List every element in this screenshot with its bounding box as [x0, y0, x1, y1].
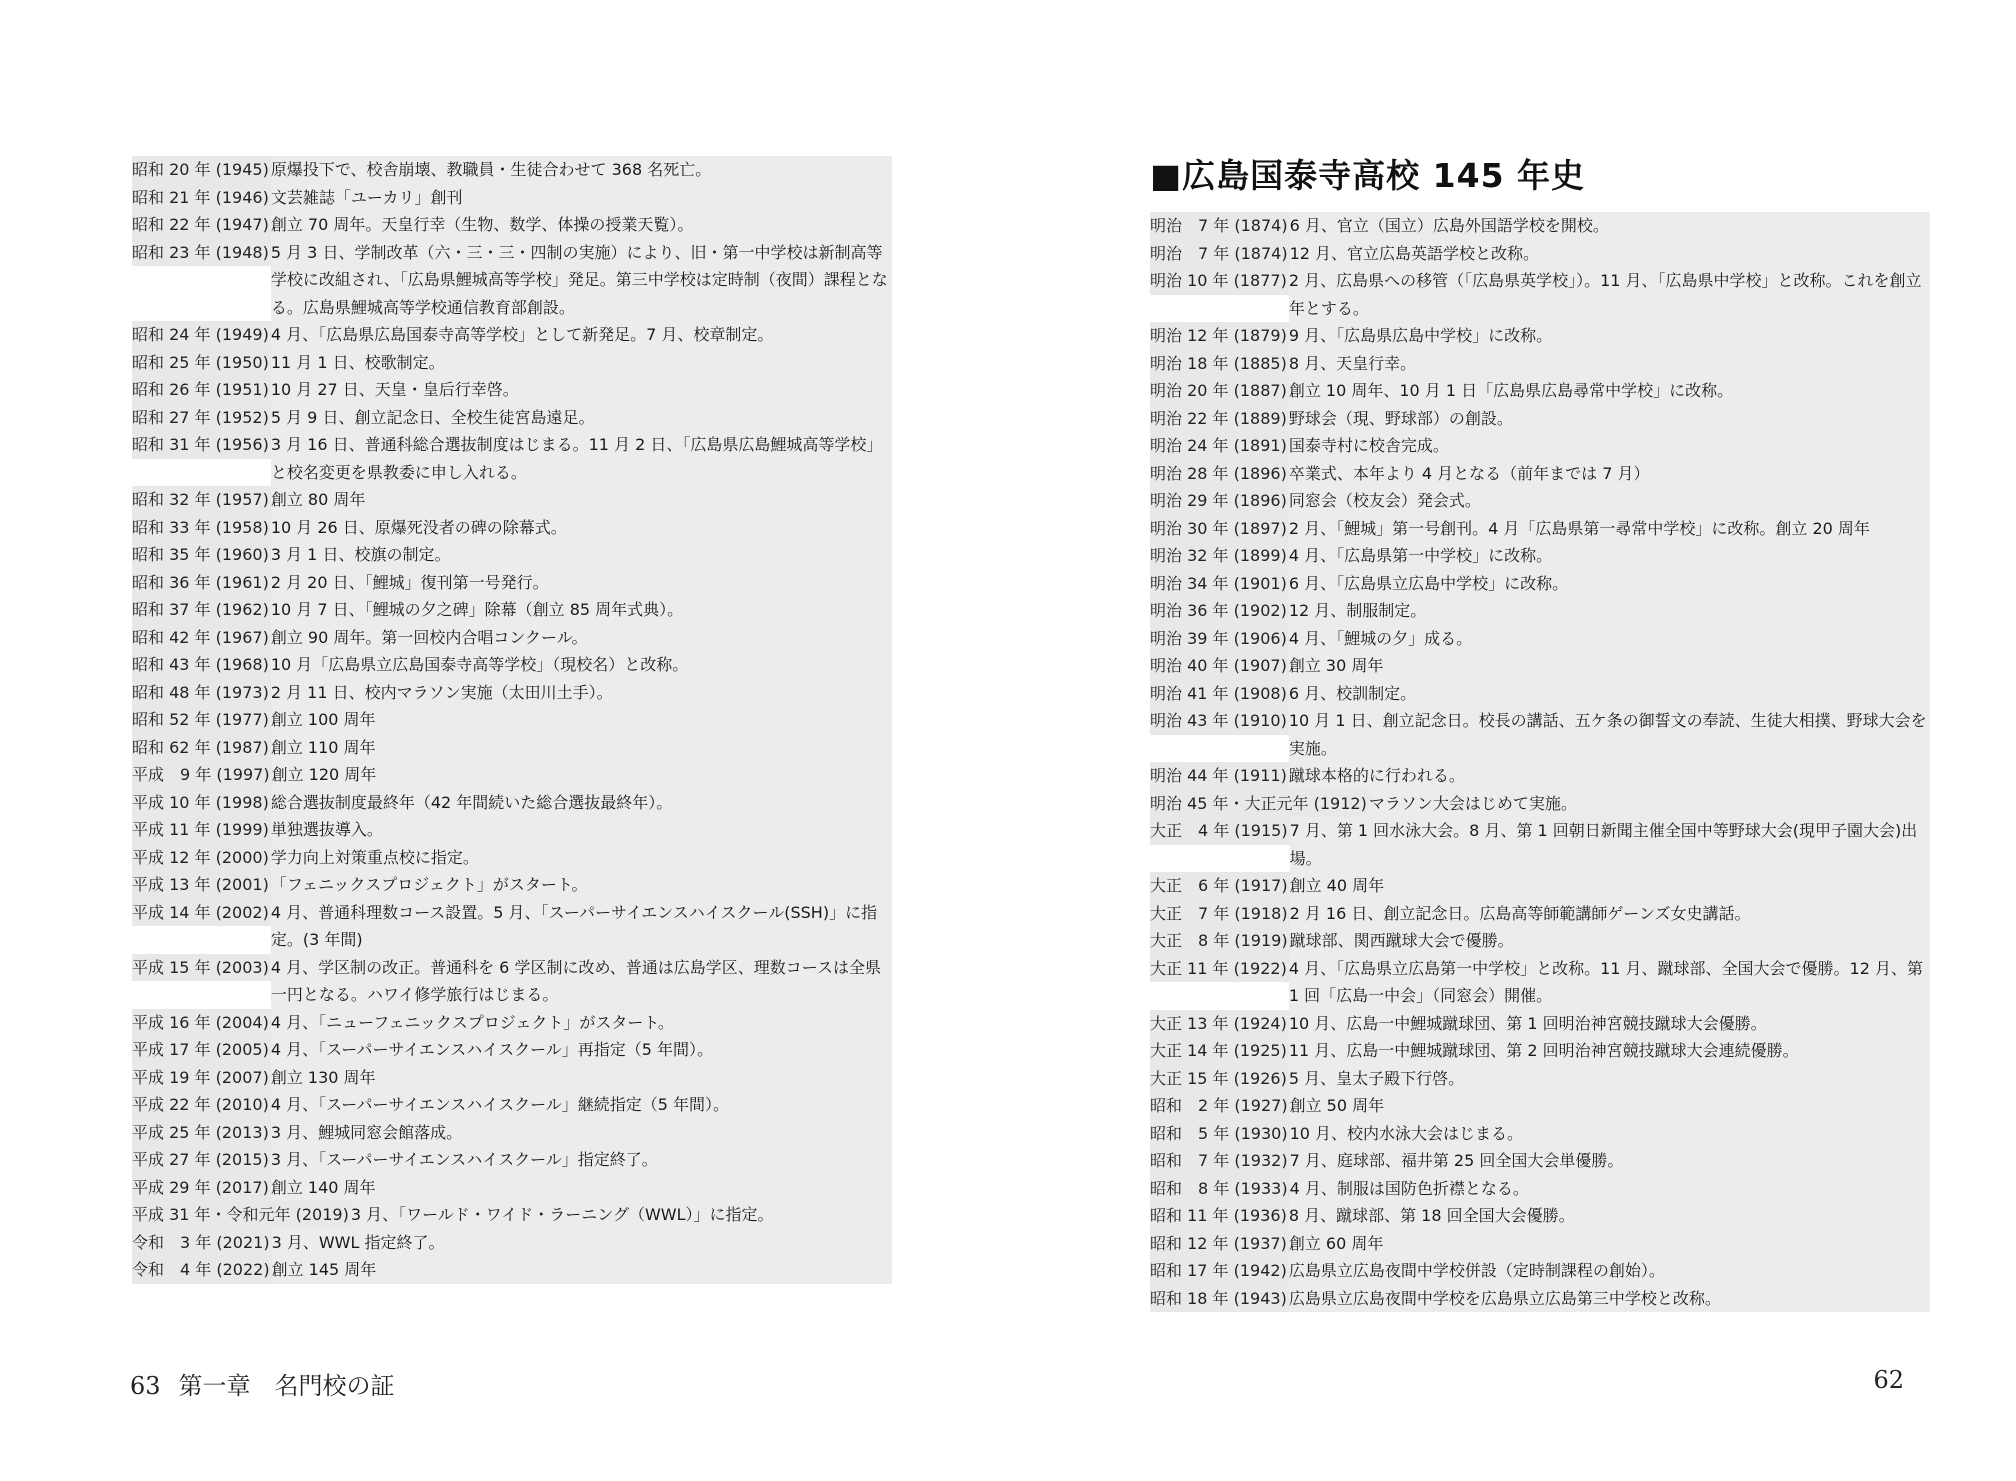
entry-event: 野球会（現、野球部）の創設。 — [1289, 405, 1930, 433]
entry-era: 明治 7 年 (1874) — [1150, 212, 1290, 240]
entry-event: 10 月 27 日、天皇・皇后行幸啓。 — [271, 376, 892, 404]
entry-event: 10 月、校内水泳大会はじまる。 — [1290, 1120, 1930, 1148]
entry-era: 平成 17 年 (2005) — [132, 1036, 271, 1064]
timeline-entry — [132, 1036, 892, 1064]
entry-event: 6 月、官立（国立）広島外国語学校を開校。 — [1290, 212, 1930, 240]
entry-event: 3 月、「スーパーサイエンスハイスクール」指定終了。 — [271, 1146, 892, 1174]
entry-era: 昭和 18 年 (1943) — [1150, 1285, 1289, 1313]
entry-era: 明治 30 年 (1897) — [1150, 515, 1289, 543]
timeline-entry — [132, 734, 892, 762]
entry-era: 平成 13 年 (2001) — [132, 871, 271, 899]
entry-event: 10 月 1 日、創立記念日。校長の講話、五ケ条の御誓文の奉読、生徒大相撲、野球大会を実施。 — [1289, 707, 1930, 762]
entry-era: 昭和 26 年 (1951) — [132, 376, 271, 404]
timeline-entry — [1150, 1147, 1930, 1175]
entry-event: 10 月「広島県立広島国泰寺高等学校」（現校名）と改称。 — [271, 651, 892, 679]
timeline-entry — [1150, 212, 1930, 240]
timeline-entry — [1150, 900, 1930, 928]
entry-event: 9 月、「広島県広島中学校」に改称。 — [1289, 322, 1930, 350]
entry-event: 創立 110 周年 — [271, 734, 892, 762]
entry-event: 6 月、「広島県立広島中学校」に改称。 — [1289, 570, 1930, 598]
page-footer-right — [1873, 1366, 1904, 1394]
entry-era: 昭和 21 年 (1946) — [132, 184, 271, 212]
timeline-entry — [1150, 927, 1930, 955]
entry-era: 平成 9 年 (1997) — [132, 761, 272, 789]
timeline-entry — [1150, 1202, 1930, 1230]
entry-event: 10 月 26 日、原爆死没者の碑の除幕式。 — [271, 514, 892, 542]
timeline-entry — [132, 899, 892, 954]
timeline-entry — [1150, 817, 1930, 872]
entry-era: 明治 36 年 (1902) — [1150, 597, 1289, 625]
entry-event: 10 月 7 日、「鯉城の夕之碑」除幕（創立 85 周年式典）。 — [271, 596, 892, 624]
entry-era: 昭和 23 年 (1948) — [132, 239, 271, 267]
entry-era: 昭和 5 年 (1930) — [1150, 1120, 1290, 1148]
entry-event: 4 月、「スーパーサイエンスハイスクール」再指定（5 年間）。 — [271, 1036, 892, 1064]
timeline-entry — [132, 1256, 892, 1284]
entry-era: 明治 34 年 (1901) — [1150, 570, 1289, 598]
entry-event: 4 月、普通科理数コース設置。5 月、「スーパーサイエンスハイスクール(SSH)」に指定。(3 年間) — [271, 899, 892, 954]
timeline-entry — [1150, 405, 1930, 433]
timeline-entry — [1150, 377, 1930, 405]
entry-event: 2 月 16 日、創立記念日。広島高等師範講師ゲーンズ女史講話。 — [1290, 900, 1930, 928]
timeline-entry — [1150, 597, 1930, 625]
entry-era: 明治 29 年 (1896) — [1150, 487, 1289, 515]
entry-event: 広島県立広島夜間中学校を広島県立広島第三中学校と改称。 — [1289, 1285, 1930, 1313]
timeline-entry — [132, 954, 892, 1009]
page-number: 63 — [130, 1372, 161, 1400]
entry-era: 昭和 31 年 (1956) — [132, 431, 271, 459]
entry-era: 昭和 20 年 (1945) — [132, 156, 271, 184]
entry-era: 昭和 12 年 (1937) — [1150, 1230, 1289, 1258]
timeline-entry — [132, 349, 892, 377]
entry-era: 昭和 42 年 (1967) — [132, 624, 271, 652]
entry-era: 明治 44 年 (1911) — [1150, 762, 1289, 790]
timeline-entry — [1150, 432, 1930, 460]
entry-event: 総合選抜制度最終年（42 年間続いた総合選抜最終年）。 — [271, 789, 892, 817]
entry-era: 昭和 43 年 (1968) — [132, 651, 271, 679]
timeline-entry — [1150, 1175, 1930, 1203]
entry-event: 創立 10 周年、10 月 1 日「広島県広島尋常中学校」に改称。 — [1289, 377, 1930, 405]
timeline-entry — [132, 1064, 892, 1092]
entry-event: 創立 145 周年 — [272, 1256, 892, 1284]
entry-event: 4 月、「鯉城の夕」成る。 — [1289, 625, 1930, 653]
entry-era: 昭和 25 年 (1950) — [132, 349, 271, 377]
timeline-entry — [132, 184, 892, 212]
entry-event: 4 月、「ニューフェニックスプロジェクト」がスタート。 — [271, 1009, 892, 1037]
entry-era: 平成 15 年 (2003) — [132, 954, 271, 982]
entry-era: 明治 41 年 (1908) — [1150, 680, 1289, 708]
timeline-entry — [1150, 515, 1930, 543]
entry-era: 明治 20 年 (1887) — [1150, 377, 1289, 405]
entry-event: 広島県立広島夜間中学校併設（定時制課程の創始）。 — [1289, 1257, 1930, 1285]
entry-event: 「フェニックスプロジェクト」がスタート。 — [271, 871, 892, 899]
entry-era: 昭和 48 年 (1973) — [132, 679, 271, 707]
timeline-entry — [1150, 652, 1930, 680]
entry-era: 平成 12 年 (2000) — [132, 844, 271, 872]
right-page — [1008, 0, 2016, 1481]
entry-event: 2 月、「鯉城」第一号創刊。4 月「広島県第一尋常中学校」に改称。創立 20 周年 — [1289, 515, 1930, 543]
timeline-entry — [132, 1229, 892, 1257]
entry-event: 4 月、制服は国防色折襟となる。 — [1290, 1175, 1930, 1203]
timeline-entry — [1150, 322, 1930, 350]
timeline-entry — [1150, 872, 1930, 900]
entry-event: 創立 40 周年 — [1290, 872, 1930, 900]
timeline-entry — [132, 871, 892, 899]
timeline-entry — [132, 1174, 892, 1202]
timeline-entry — [1150, 1010, 1930, 1038]
entry-era: 明治 45 年・大正元年 (1912) — [1150, 790, 1369, 818]
entry-era: 平成 29 年 (2017) — [132, 1174, 271, 1202]
entry-event: マラソン大会はじめて実施。 — [1369, 790, 1930, 818]
entry-event: 蹴球部、関西蹴球大会で優勝。 — [1290, 927, 1930, 955]
entry-era: 昭和 27 年 (1952) — [132, 404, 271, 432]
entry-era: 平成 11 年 (1999) — [132, 816, 271, 844]
timeline-entry — [132, 816, 892, 844]
entry-era: 明治 28 年 (1896) — [1150, 460, 1289, 488]
entry-era: 平成 27 年 (2015) — [132, 1146, 271, 1174]
entry-era: 昭和 7 年 (1932) — [1150, 1147, 1290, 1175]
entry-event: 5 月 3 日、学制改革（六・三・三・四制の実施）により、旧・第一中学校は新制高等学校に改組され、「広島県鯉城高等学校」発足。第三中学校は定時制（夜間）課程となる。広島県鯉城高等学校通信教育部創設。 — [271, 239, 892, 322]
entry-event: 同窓会（校友会）発会式。 — [1289, 487, 1930, 515]
entry-era: 昭和 37 年 (1962) — [132, 596, 271, 624]
entry-event: 学力向上対策重点校に指定。 — [271, 844, 892, 872]
entry-era: 大正 13 年 (1924) — [1150, 1010, 1289, 1038]
entry-event: 創立 130 周年 — [271, 1064, 892, 1092]
section-title: ■広島国泰寺高校 145 年史 — [1150, 156, 1586, 195]
entry-era: 明治 18 年 (1885) — [1150, 350, 1289, 378]
entry-event: 6 月、校訓制定。 — [1289, 680, 1930, 708]
page-footer-left — [130, 1366, 395, 1401]
timeline-entry — [1150, 267, 1930, 322]
entry-era: 大正 6 年 (1917) — [1150, 872, 1290, 900]
entry-event: 5 月、皇太子殿下行啓。 — [1289, 1065, 1930, 1093]
entry-event: 12 月、制服制定。 — [1289, 597, 1930, 625]
entry-era: 平成 10 年 (1998) — [132, 789, 271, 817]
entry-event: 文芸雑誌「ユーカリ」創刊 — [271, 184, 892, 212]
timeline-entry — [132, 569, 892, 597]
entry-era: 平成 25 年 (2013) — [132, 1119, 271, 1147]
entry-event: 創立 30 周年 — [1289, 652, 1930, 680]
timeline-entry — [132, 596, 892, 624]
entry-era: 昭和 2 年 (1927) — [1150, 1092, 1290, 1120]
entry-era: 昭和 35 年 (1960) — [132, 541, 271, 569]
timeline-entry — [1150, 487, 1930, 515]
timeline-entry — [132, 514, 892, 542]
timeline-entry — [1150, 625, 1930, 653]
timeline-list-right — [1150, 212, 1930, 1312]
timeline-entry — [132, 239, 892, 322]
timeline-entry — [132, 761, 892, 789]
entry-event: 創立 90 周年。第一回校内合唱コンクール。 — [271, 624, 892, 652]
timeline-entry — [1150, 542, 1930, 570]
timeline-entry — [1150, 1257, 1930, 1285]
entry-era: 昭和 17 年 (1942) — [1150, 1257, 1289, 1285]
entry-event: 創立 60 周年 — [1289, 1230, 1930, 1258]
timeline-entry — [1150, 1092, 1930, 1120]
entry-event: 4 月、「広島県広島国泰寺高等学校」として新発足。7 月、校章制定。 — [271, 321, 892, 349]
timeline-entry — [132, 404, 892, 432]
entry-era: 平成 16 年 (2004) — [132, 1009, 271, 1037]
timeline-entry — [132, 1091, 892, 1119]
entry-era: 明治 40 年 (1907) — [1150, 652, 1289, 680]
timeline-list-left — [132, 156, 892, 1284]
entry-event: 創立 120 周年 — [272, 761, 892, 789]
entry-era: 平成 19 年 (2007) — [132, 1064, 271, 1092]
entry-event: 3 月、鯉城同窓会館落成。 — [271, 1119, 892, 1147]
timeline-entry — [132, 321, 892, 349]
entry-event: 3 月、「ワールド・ワイド・ラーニング（WWL）」に指定。 — [351, 1201, 892, 1229]
entry-era: 昭和 52 年 (1977) — [132, 706, 271, 734]
timeline-entry — [1150, 460, 1930, 488]
entry-era: 昭和 24 年 (1949) — [132, 321, 271, 349]
entry-event: 4 月、学区制の改正。普通科を 6 学区制に改め、普通は広島学区、理数コースは全県一円となる。ハワイ修学旅行はじまる。 — [271, 954, 892, 1009]
timeline-entry — [132, 789, 892, 817]
entry-event: 国泰寺村に校舎完成。 — [1289, 432, 1930, 460]
timeline-entry — [132, 1009, 892, 1037]
entry-era: 明治 43 年 (1910) — [1150, 707, 1289, 735]
entry-event: 8 月、天皇行幸。 — [1289, 350, 1930, 378]
entry-event: 11 月、広島一中鯉城蹴球団、第 2 回明治神宮競技蹴球大会連続優勝。 — [1289, 1037, 1930, 1065]
timeline-entry — [132, 1119, 892, 1147]
timeline-entry — [1150, 1065, 1930, 1093]
entry-event: 11 月 1 日、校歌制定。 — [271, 349, 892, 377]
timeline-entry — [132, 486, 892, 514]
entry-event: 4 月、「スーパーサイエンスハイスクール」継続指定（5 年間）。 — [271, 1091, 892, 1119]
timeline-entry — [132, 1201, 892, 1229]
entry-era: 明治 7 年 (1874) — [1150, 240, 1290, 268]
entry-era: 明治 10 年 (1877) — [1150, 267, 1289, 295]
timeline-entry — [132, 624, 892, 652]
timeline-entry — [1150, 240, 1930, 268]
entry-event: 3 月、WWL 指定終了。 — [272, 1229, 892, 1257]
entry-era: 昭和 33 年 (1958) — [132, 514, 271, 542]
entry-event: 7 月、庭球部、福井第 25 回全国大会単優勝。 — [1290, 1147, 1930, 1175]
timeline-entry — [1150, 680, 1930, 708]
entry-era: 昭和 62 年 (1987) — [132, 734, 271, 762]
entry-era: 明治 22 年 (1889) — [1150, 405, 1289, 433]
chapter-title: 第一章 名門校の証 — [178, 1372, 395, 1400]
timeline-entry — [1150, 1230, 1930, 1258]
entry-era: 昭和 32 年 (1957) — [132, 486, 271, 514]
entry-event: 創立 70 周年。天皇行幸（生物、数学、体操の授業天覧）。 — [271, 211, 892, 239]
entry-era: 大正 14 年 (1925) — [1150, 1037, 1289, 1065]
entry-event: 創立 50 周年 — [1290, 1092, 1930, 1120]
entry-event: 8 月、蹴球部、第 18 回全国大会優勝。 — [1289, 1202, 1930, 1230]
timeline-entry — [1150, 762, 1930, 790]
entry-event: 3 月 16 日、普通科総合選抜制度はじまる。11 月 2 日、「広島県広島鯉城高等学校」と校名変更を県教委に申し入れる。 — [271, 431, 892, 486]
timeline-entry — [132, 376, 892, 404]
entry-era: 平成 14 年 (2002) — [132, 899, 271, 927]
entry-event: 7 月、第 1 回水泳大会。8 月、第 1 回朝日新聞主催全国中等野球大会(現甲子園大会)出場。 — [1290, 817, 1930, 872]
entry-event: 原爆投下で、校舎崩壊、教職員・生徒合わせて 368 名死亡。 — [271, 156, 892, 184]
entry-era: 平成 31 年・令和元年 (2019) — [132, 1201, 351, 1229]
timeline-entry — [1150, 1037, 1930, 1065]
entry-era: 昭和 22 年 (1947) — [132, 211, 271, 239]
timeline-entry — [132, 706, 892, 734]
timeline-entry — [132, 844, 892, 872]
entry-event: 3 月 1 日、校旗の制定。 — [271, 541, 892, 569]
entry-era: 昭和 11 年 (1936) — [1150, 1202, 1289, 1230]
entry-event: 4 月、「広島県立広島第一中学校」と改称。11 月、蹴球部、全国大会で優勝。12 月、第 1 回「広島一中会」（同窓会）開催。 — [1289, 955, 1930, 1010]
entry-era: 令和 4 年 (2022) — [132, 1256, 272, 1284]
entry-event: 5 月 9 日、創立記念日、全校生徒宮島遠足。 — [271, 404, 892, 432]
entry-era: 大正 8 年 (1919) — [1150, 927, 1290, 955]
entry-era: 大正 15 年 (1926) — [1150, 1065, 1289, 1093]
timeline-entry — [1150, 1285, 1930, 1313]
timeline-entry — [1150, 1120, 1930, 1148]
entry-era: 大正 4 年 (1915) — [1150, 817, 1290, 845]
entry-event: 4 月、「広島県第一中学校」に改称。 — [1289, 542, 1930, 570]
timeline-entry — [132, 1146, 892, 1174]
timeline-entry — [1150, 790, 1930, 818]
entry-era: 大正 11 年 (1922) — [1150, 955, 1289, 983]
entry-era: 昭和 8 年 (1933) — [1150, 1175, 1290, 1203]
timeline-entry — [132, 541, 892, 569]
entry-era: 明治 32 年 (1899) — [1150, 542, 1289, 570]
entry-event: 2 月 11 日、校内マラソン実施（太田川土手）。 — [271, 679, 892, 707]
timeline-entry — [1150, 570, 1930, 598]
timeline-entry — [132, 156, 892, 184]
entry-era: 令和 3 年 (2021) — [132, 1229, 272, 1257]
entry-event: 2 月 20 日、「鯉城」復刊第一号発行。 — [271, 569, 892, 597]
entry-era: 昭和 36 年 (1961) — [132, 569, 271, 597]
timeline-entry — [132, 679, 892, 707]
entry-event: 創立 140 周年 — [271, 1174, 892, 1202]
timeline-entry — [1150, 707, 1930, 762]
entry-era: 大正 7 年 (1918) — [1150, 900, 1290, 928]
timeline-entry — [132, 651, 892, 679]
timeline-entry — [1150, 955, 1930, 1010]
entry-era: 明治 12 年 (1879) — [1150, 322, 1289, 350]
entry-era: 明治 39 年 (1906) — [1150, 625, 1289, 653]
entry-event: 12 月、官立広島英語学校と改称。 — [1290, 240, 1930, 268]
entry-event: 10 月、広島一中鯉城蹴球団、第 1 回明治神宮競技蹴球大会優勝。 — [1289, 1010, 1930, 1038]
entry-event: 2 月、広島県への移管（「広島県英学校」）。11 月、「広島県中学校」と改称。これを創立年とする。 — [1289, 267, 1930, 322]
entry-event: 卒業式、本年より 4 月となる（前年までは 7 月） — [1289, 460, 1930, 488]
entry-era: 明治 24 年 (1891) — [1150, 432, 1289, 460]
timeline-entry — [132, 431, 892, 486]
entry-era: 平成 22 年 (2010) — [132, 1091, 271, 1119]
entry-event: 単独選抜導入。 — [271, 816, 892, 844]
entry-event: 創立 100 周年 — [271, 706, 892, 734]
timeline-entry — [132, 211, 892, 239]
timeline-entry — [1150, 350, 1930, 378]
page-number: 62 — [1873, 1366, 1904, 1394]
entry-event: 蹴球本格的に行われる。 — [1289, 762, 1930, 790]
entry-event: 創立 80 周年 — [271, 486, 892, 514]
